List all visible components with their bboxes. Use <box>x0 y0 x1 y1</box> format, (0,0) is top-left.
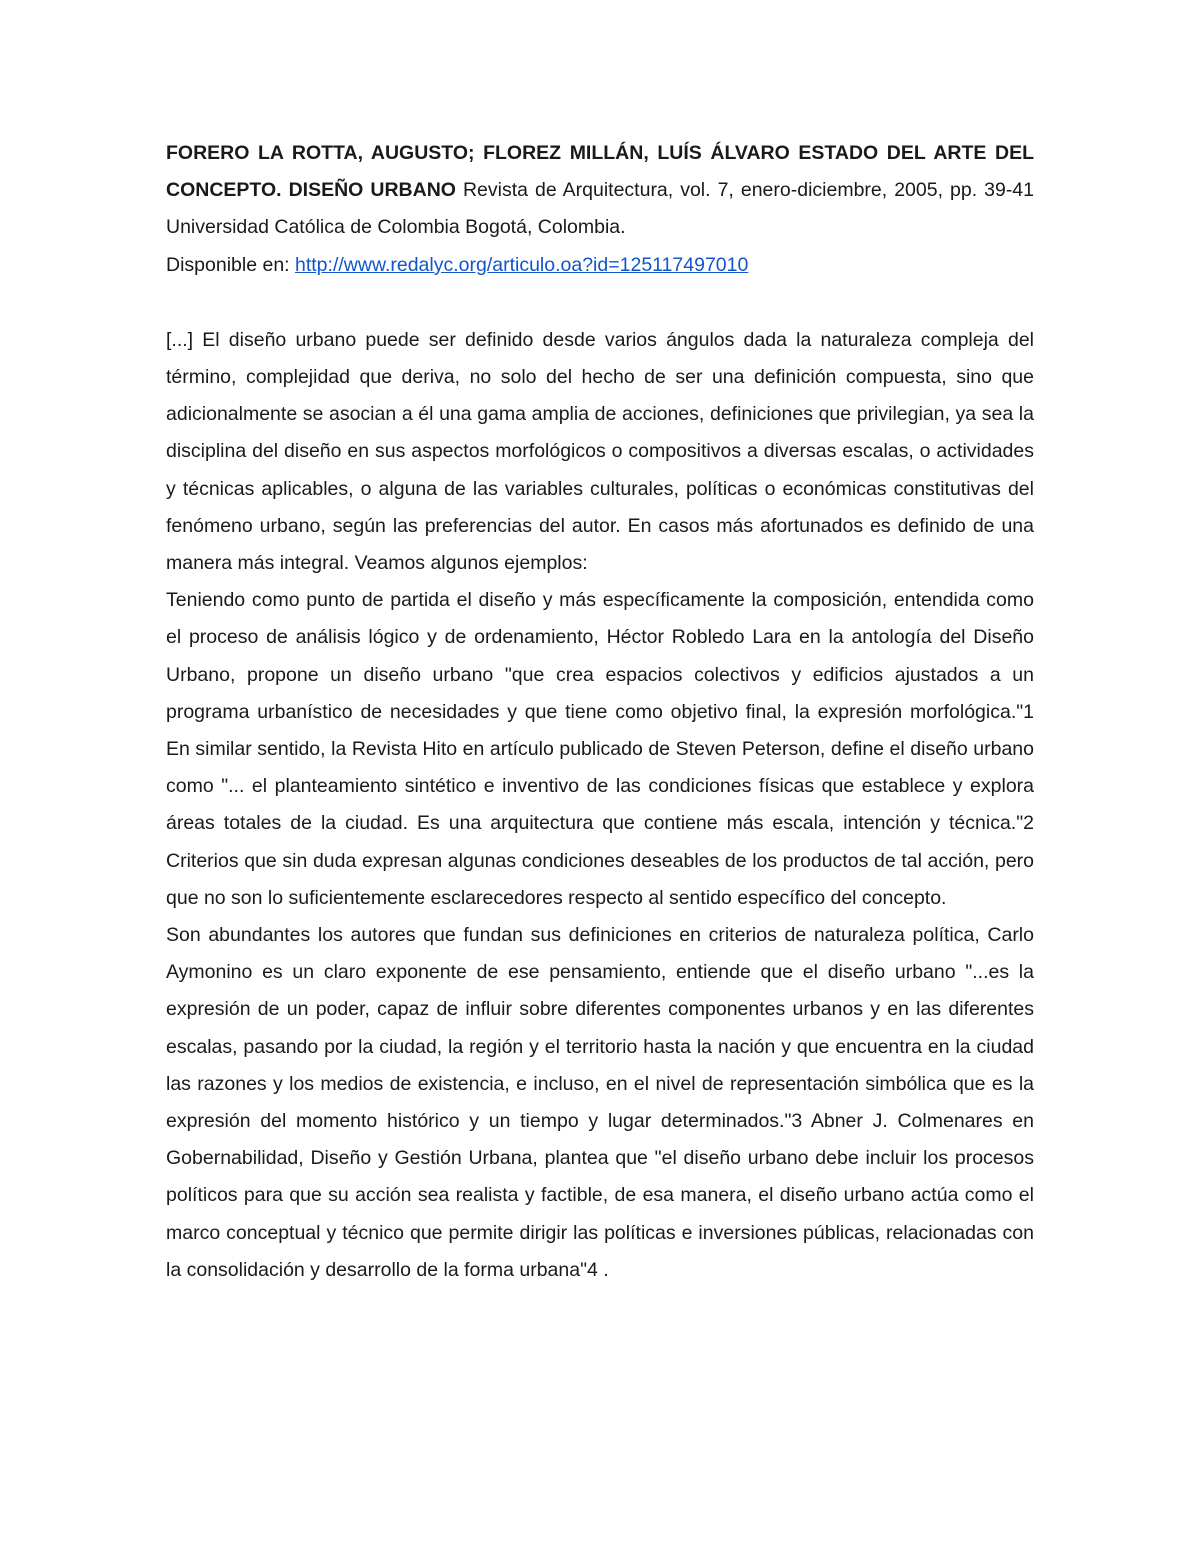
paragraph-2: Teniendo como punto de partida el diseño y más específicamente la composición, entendida como el proceso de análisis lógico y de ordenamiento, Héctor Robledo Lara en la antología del Diseño Urbano, propone un diseño urbano "que crea espacios colectivos y edificios ajustados a un programa urbanístico de necesidades y que tiene como objetivo final, la expresión morfológica."1 En similar sentido, la Revista Hito en artículo publicado de Steven Peterson, define el diseño urbano como "... el planteamiento sintético e inventivo de las condiciones físicas que establece y explora áreas totales de la ciudad. Es una arquitectura que contiene más escala, intención y técnica."2 Criterios que sin duda expresan algunas condiciones deseables de los productos de tal acción, pero que no son lo suficientemente esclarecedores respecto al sentido específico del concepto. <box>166 589 1034 909</box>
citation-source: Revista de Arquitectura, vol. 7, enero-diciembre, 2005, pp. 39-41 Universidad Católica de Colombia Bogotá, Colombia. <box>166 179 1035 239</box>
document-page <box>166 135 1034 1289</box>
paragraph-3: Son abundantes los autores que fundan sus definiciones en criterios de naturaleza política, Carlo Aymonino es un claro exponente de ese pensamiento, entiende que el diseño urbano "...es la expresión de un poder, capaz de influir sobre diferentes componentes urbanos y en las diferentes escalas, pasando por la ciudad, la región y el territorio hasta la nación y que encuentra en la ciudad las razones y los medios de existencia, e incluso, en el nivel de representación simbólica que es la expresión del momento histórico y un tiempo y lugar determinados."3 Abner J. Colmenares en Gobernabilidad, Diseño y Gestión Urbana, plantea que "el diseño urbano debe incluir los procesos políticos para que su acción sea realista y factible, de esa manera, el diseño urbano actúa como el marco conceptual y técnico que permite dirigir las políticas e inversiones públicas, relacionadas con la consolidación y desarrollo de la forma urbana"4 . <box>166 924 1034 1281</box>
citation <box>166 135 1034 247</box>
source-link[interactable]: http://www.redalyc.org/articulo.oa?id=125117497010 <box>295 253 749 276</box>
availability-label: Disponible en: <box>166 253 295 276</box>
spacer <box>166 284 1034 322</box>
citation-authors-title: FORERO LA ROTTA, AUGUSTO; FLOREZ MILLÁN, LUÍS ÁLVARO ESTADO DEL ARTE DEL CONCEPTO. DISEÑO URBANO <box>166 142 1034 202</box>
paragraph-1: [...] El diseño urbano puede ser definido desde varios ángulos dada la naturaleza compleja del término, complejidad que deriva, no solo del hecho de ser una definición compuesta, sino que adicionalmente se asocian a él una gama amplia de acciones, definiciones que privilegian, ya sea la disciplina del diseño en sus aspectos morfológicos o compositivos a diversas escalas, o actividades y técnicas aplicables, o alguna de las variables culturales, políticas o económicas constitutivas del fenómeno urbano, según las preferencias del autor. En casos más afortunados es definido de una manera más integral. Veamos algunos ejemplos: <box>166 328 1034 575</box>
availability-line <box>166 247 1034 284</box>
